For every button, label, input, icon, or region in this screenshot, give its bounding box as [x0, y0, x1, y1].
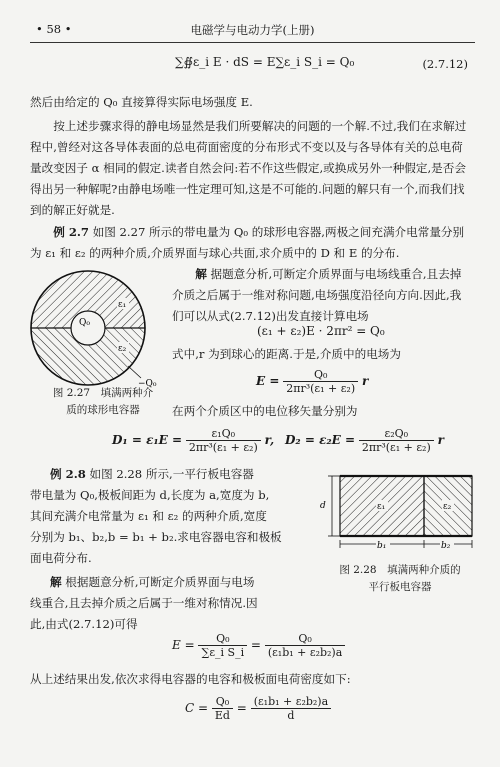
- solution-label: 解: [195, 267, 207, 281]
- example-2-8-line-2: 其间充满介电常量为 ε₁ 和 ε₂ 的两种介质,宽度: [30, 509, 267, 523]
- equation-capacitance: C = $\frac{\text{Q₀}}{Ed}$ = $\frac{\text{(ε₁b₁ + ε₂b₂)a}}{d}$: [185, 695, 331, 722]
- label-e1: ε₁: [118, 300, 127, 310]
- label-e2: ε₂: [118, 344, 127, 354]
- label-b2: b₂: [441, 541, 451, 551]
- equation-2-7-12: ∑∯ε_i E · dS = E∑ε_i S_i = Q₀: [175, 55, 355, 69]
- label-q0-inner: Q₀: [79, 318, 90, 328]
- equation-number-2-7-12: (2.7.12): [422, 57, 468, 71]
- example-2-7: [30, 222, 472, 264]
- equation-flux: (ε₁ + ε₂)E · 2πr² = Q₀: [257, 324, 385, 338]
- solution-text: 据题意分析,可断定介质界面与电场线重合,且去掉介质之后属于一维对称问题,电场强度沿径向方向.因此,我们可以从式(2.7.12)出发直接计算电场: [172, 267, 462, 323]
- label-e1: ε₁: [377, 502, 386, 512]
- figure-2-28: [318, 470, 478, 560]
- text-displacement: 在两个介质区中的电位移矢量分别为: [172, 404, 358, 418]
- label-d: d: [320, 501, 326, 511]
- example-2-7-text: 如图 2.27 所示的带电量为 Q₀ 的球形电容器,两极之间充满介电常量分别为 ε₁ 和 ε₂ 的两种介质,介质界面与球心共面,求介质中的 D 和 E 的分布.: [30, 225, 465, 260]
- example-2-8-line-0: 例 2.8 如图 2.28 所示,一平行板电容器: [50, 467, 254, 481]
- equation-d1: D₁ = ε₁E = $\frac{\text{ε₁Q₀}}{\text{2πr³(ε₁ + ε₂)}}$ r,: [112, 427, 275, 454]
- label-q0-outer: −Q₀: [138, 379, 157, 388]
- page-header: [30, 22, 475, 43]
- figure-2-28-caption: 图 2.28 填满两种介质的 平行板电容器: [339, 564, 461, 593]
- text-radius: 式中,r 为到球心的距离.于是,介质中的电场为: [172, 347, 401, 361]
- example-2-8-line-3: 分别为 b₁、b₂,b = b₁ + b₂.求电容器电容和极板: [30, 530, 282, 544]
- equation-e-plate: E = $\frac{\text{Q₀}}{\text{∑ε\_i S\_i}}$ = $\frac{\text{Q₀}}{\text{(ε₁b₁ + ε₂b₂)a}}$: [172, 632, 345, 659]
- label-e2: ε₂: [443, 502, 452, 512]
- book-title: 电磁学与电动力学(上册): [190, 23, 315, 37]
- page-number: • 58 •: [36, 22, 72, 36]
- figure-2-27: [28, 268, 168, 388]
- example-2-8-line-4: 面电荷分布.: [30, 551, 92, 565]
- paragraph-result: 然后由给定的 Q₀ 直接算得实际电场强度 E.: [30, 95, 253, 109]
- example-2-8-solution-1: 线重合,且去掉介质之后属于一维对称情况.因: [30, 596, 258, 610]
- label-b1: b₁: [377, 541, 387, 551]
- inner-sphere: [71, 311, 105, 345]
- equation-e-field: E = $\frac{\text{Q₀}}{\text{2πr³(ε₁ + ε₂)}}$ r: [256, 368, 369, 395]
- figure-2-27-caption: 图 2.27 填满两种介 质的球形电容器: [52, 387, 154, 416]
- example-2-8-line-1: 带电量为 Q₀,极板间距为 d,长度为 a,宽度为 b,: [30, 488, 270, 502]
- example-2-8-solution-0: 解 根据题意分析,可断定介质界面与电场: [50, 575, 255, 589]
- example-2-7-solution: [172, 264, 472, 327]
- example-2-8-solution-2: 此,由式(2.7.12)可得: [30, 617, 138, 631]
- text-results: 从上述结果出发,依次求得电容器的电容和极板面电荷密度如下:: [30, 672, 351, 686]
- equation-d2: D₂ = ε₂E = $\frac{\text{ε₂Q₀}}{\text{2πr³(ε₁ + ε₂)}}$ r: [285, 427, 444, 454]
- example-2-7-label: 例 2.7: [53, 225, 89, 239]
- paragraph-uniqueness: 按上述步骤求得的静电场显然是我们所要解决的问题的一个解.不过,我们在求解过程中,曾经对这各导体表面的总电荷面密度的分布形式不变以及与各导体有关的总电荷量改变因子 α 相同的假定.读者自然会问:若不作这些假定,或换成另外一种假定,是否会得出另一种解呢?由静电场唯一性定理可知,这是不可能的.问题的解只有一个,而我们找到的解正好就是.: [30, 119, 467, 217]
